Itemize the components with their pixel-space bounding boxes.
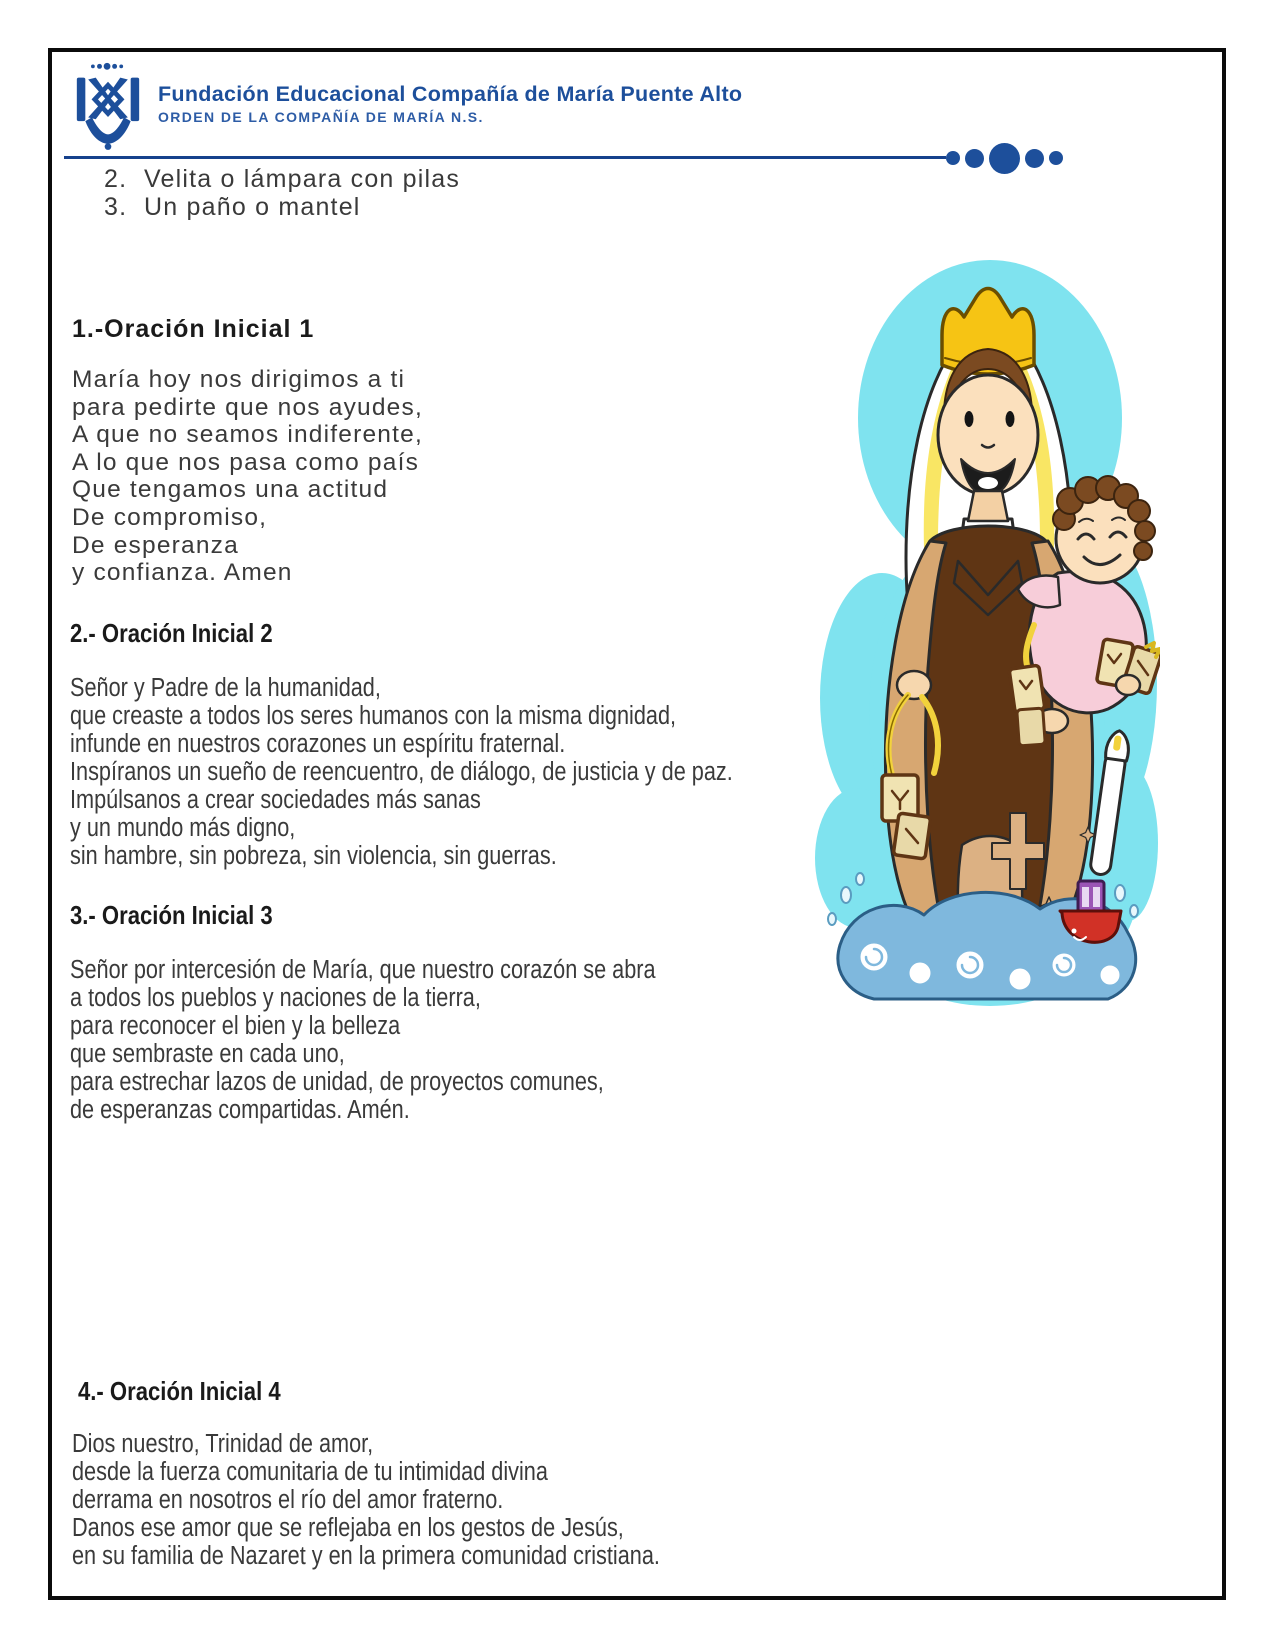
prayer-text-2: Señor y Padre de la humanidad, que creaste a todos los seres humanos con la misma dignidad, infunde en nuestros corazones un espíritu fraternal. Inspíranos un sueño de reencuentro, de diálogo, de justicia y de paz. Impúlsanos a crear sociedades más sanas y un mundo más digno, sin hambre, sin pobreza, sin violencia, sin guerras. (70, 674, 733, 870)
section-title-oracion-3: 3.- Oración Inicial 3 (70, 900, 273, 930)
list-text: Velita o lámpara con pilas (144, 165, 461, 193)
org-subtitle: ORDEN DE LA COMPAÑÍA DE MARÍA N.S. (158, 109, 484, 125)
list-item (104, 165, 460, 193)
prayer-text-3: Señor por intercesión de María, que nuestro corazón se abra a todos los pueblos y naciones de la tierra, para reconocer el bien y la belleza que sembraste en cada uno, para estrechar lazos de unidad, de proyectos comunes, de esperanzas compartidas. Amén. (70, 956, 656, 1124)
dot-icon (1049, 151, 1063, 165)
list-item (104, 193, 361, 221)
org-name: Fundación Educacional Compañía de María Puente Alto (158, 82, 743, 106)
list-number: 2. (104, 165, 128, 193)
header-rule-dots (946, 141, 1063, 175)
foundation-logo-icon (74, 60, 142, 152)
list-number: 3. (104, 193, 128, 221)
section-title-oracion-1: 1.-Oración Inicial 1 (72, 315, 315, 343)
dot-icon (946, 151, 960, 165)
section-title-oracion-4: 4.- Oración Inicial 4 (78, 1376, 281, 1406)
dot-icon (1025, 149, 1044, 168)
dot-icon (965, 149, 984, 168)
header-rule (64, 156, 946, 159)
dot-icon (989, 143, 1020, 174)
prayer-text-4: Dios nuestro, Trinidad de amor, desde la fuerza comunitaria de tu intimidad divina derrama en nosotros el río del amor fraterno. Danos ese amor que se reflejaba en los gestos de Jesús, en su familia de Nazaret y en la primera comunidad cristiana. (72, 1430, 660, 1570)
prayer-text-1: María hoy nos dirigimos a ti para pedirte que nos ayudes, A que no seamos indiferente, A lo que nos pasa como país Que tengamos una actitud De compromiso, De esperanza y confianza. Amen (72, 366, 423, 587)
virgin-mary-illustration (812, 243, 1160, 1018)
list-text: Un paño o mantel (144, 193, 361, 221)
section-title-oracion-2: 2.- Oración Inicial 2 (70, 618, 273, 648)
